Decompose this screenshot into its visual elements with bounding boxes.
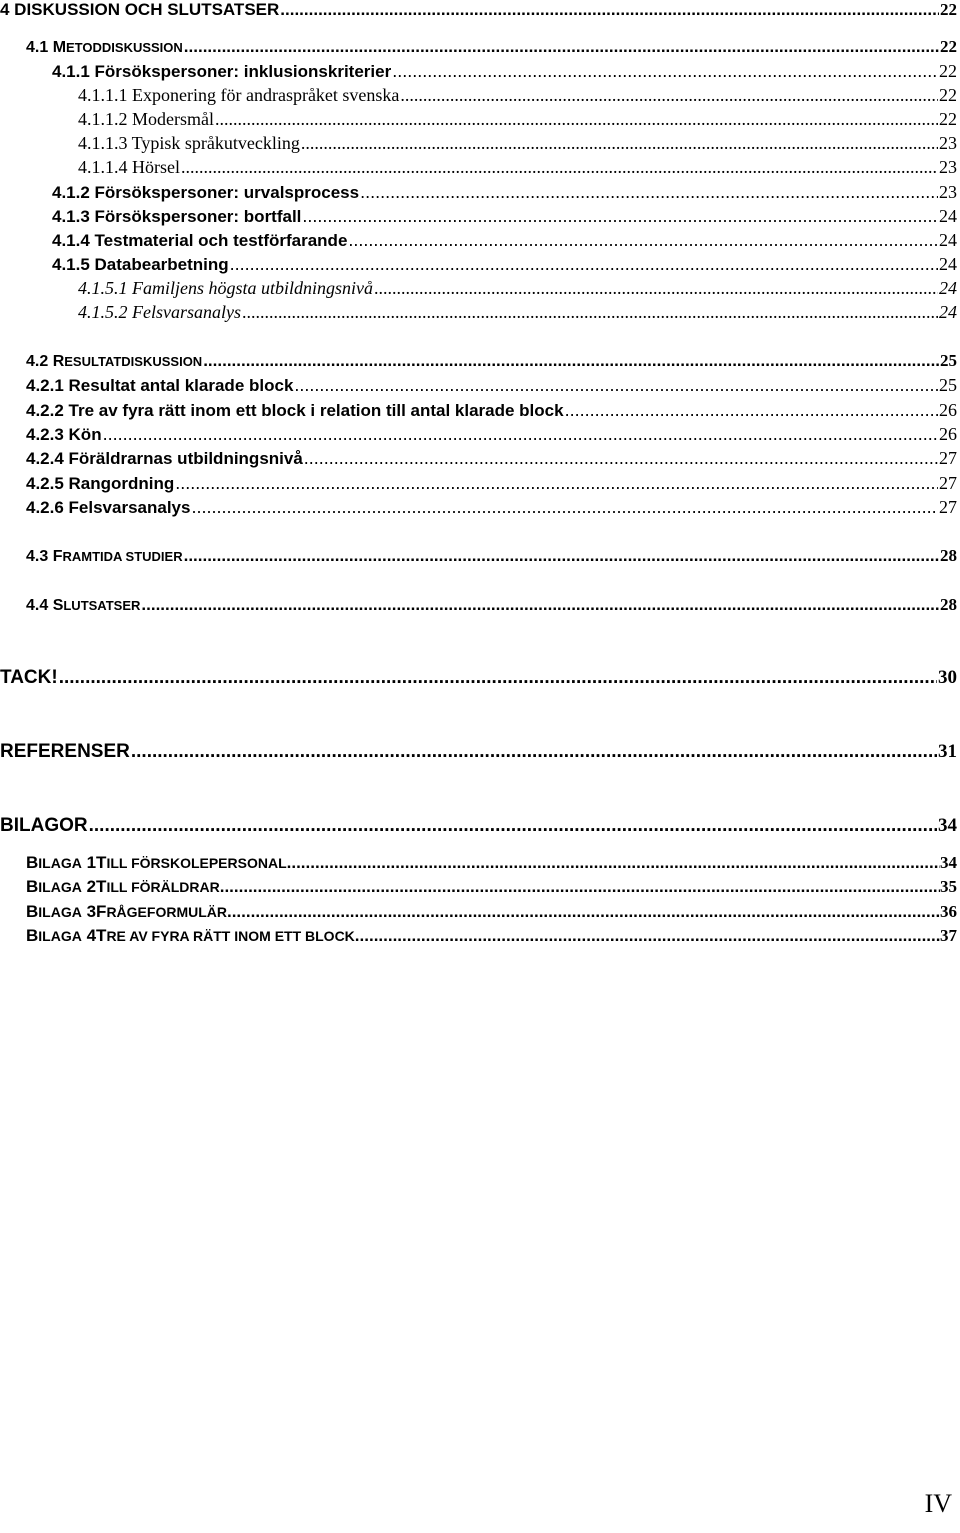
- appendix-number: BILAGA 1: [26, 853, 97, 872]
- toc-entry-4-2-5[interactable]: [26, 473, 957, 494]
- toc-leader: [184, 546, 939, 566]
- appendix-number: BILAGA 3: [26, 902, 97, 921]
- toc-appendix-1[interactable]: [26, 853, 957, 873]
- toc-page-number: 23: [939, 133, 957, 153]
- toc-page-number: 22: [939, 61, 957, 81]
- toc-entry-label: 4.2.6 Felsvarsanalys: [26, 498, 191, 517]
- toc-entry-referenser[interactable]: [0, 741, 957, 763]
- toc-entry-4-3[interactable]: [26, 546, 957, 566]
- toc-entry-label: 4.2.4 Föräldrarnas utbildningsnivå: [26, 449, 303, 468]
- toc-entry-4-2-2[interactable]: [26, 400, 957, 421]
- toc-leader: [141, 595, 939, 615]
- appendix-number: BILAGA 2: [26, 877, 97, 896]
- toc-entry-4-1-1-4[interactable]: [78, 157, 957, 178]
- toc-entry-label: 4.1.1 Försökspersoner: inklusionskriterier: [52, 62, 392, 81]
- toc-page-number: 23: [939, 157, 957, 177]
- toc-entry-label: 4.1.4 Testmaterial och testförfarande: [52, 231, 348, 250]
- toc-entry-4-2-4[interactable]: [26, 448, 957, 469]
- toc-entry-4-1-5[interactable]: [52, 254, 957, 275]
- toc-leader: [360, 182, 938, 203]
- toc-appendix-3[interactable]: [26, 902, 957, 922]
- toc-leader: [181, 157, 938, 178]
- toc-entry-label: 4.1.1.4 Hörsel: [78, 157, 180, 177]
- toc-page-number: 23: [939, 182, 957, 202]
- toc-page-number: 34: [938, 815, 957, 836]
- toc-leader: [304, 448, 938, 469]
- toc-entry-chapter-4[interactable]: [0, 0, 957, 20]
- toc-entry-4-1-1-2[interactable]: [78, 109, 957, 130]
- toc-appendix-2[interactable]: [26, 877, 957, 897]
- toc-entry-4-1-4[interactable]: [52, 230, 957, 251]
- toc-leader: [215, 109, 938, 130]
- toc-entry-4-2-1[interactable]: [26, 375, 957, 396]
- toc-leader: [355, 926, 940, 946]
- toc-entry-label: 4.2.5 Rangordning: [26, 474, 175, 493]
- toc-entry-4-2-6[interactable]: [26, 497, 957, 518]
- toc-leader: [294, 375, 938, 396]
- toc-page-number: 34: [940, 853, 957, 872]
- toc-entry-tack[interactable]: [0, 667, 957, 689]
- toc-page-number: 24: [939, 278, 957, 298]
- toc-appendix-4[interactable]: [26, 926, 957, 946]
- toc-page-number: 26: [939, 400, 957, 420]
- toc-leader: [131, 741, 937, 763]
- toc-leader: [227, 902, 940, 922]
- toc-leader: [280, 0, 939, 20]
- toc-entry-label: 4.1.3 Försökspersoner: bortfall: [52, 207, 302, 226]
- toc-leader: [348, 230, 938, 251]
- toc-entry-label: 4.1.2 Försökspersoner: urvalsprocess: [52, 183, 360, 202]
- toc-entry-4-1-5-1[interactable]: [78, 278, 957, 299]
- toc-entry-label: BILAGOR: [0, 815, 88, 836]
- appendix-title: TILL FÖRSKOLEPERSONAL: [96, 853, 287, 872]
- toc-entry-4-1[interactable]: [26, 37, 957, 57]
- toc-leader: [392, 61, 938, 82]
- appendix-title: FRÅGEFORMULÄR: [96, 902, 227, 921]
- toc-page-number: 36: [940, 902, 957, 921]
- toc-page-number: 27: [939, 497, 957, 517]
- toc-leader: [302, 206, 938, 227]
- toc-page-number: 22: [940, 0, 957, 19]
- toc-entry-label: 4.1.1.2 Modersmål: [78, 109, 214, 129]
- toc-leader: [175, 473, 938, 494]
- toc-page-number: 28: [940, 546, 957, 565]
- toc-entry-label: 4.1.5.1 Familjens högsta utbildningsnivå: [78, 278, 373, 298]
- toc-entry-4-1-1[interactable]: [52, 61, 957, 82]
- toc-entry-label: 4.1.5.2 Felsvarsanalys: [78, 302, 241, 322]
- toc-leader: [301, 133, 938, 154]
- toc-entry-bilagor[interactable]: [0, 815, 957, 837]
- toc-entry-label: 4.1.1.3 Typisk språkutveckling: [78, 133, 300, 153]
- toc-entry-4-2-3[interactable]: [26, 424, 957, 445]
- toc-page-number: 27: [939, 473, 957, 493]
- toc-page-number: 22: [940, 37, 957, 56]
- toc-page-number: 26: [939, 424, 957, 444]
- toc-entry-label: 4.2.2 Tre av fyra rätt inom ett block i relation till antal klarade block: [26, 401, 564, 420]
- toc-page-number: 37: [940, 926, 957, 945]
- toc-page-number: 35: [940, 877, 957, 896]
- toc-entry-label: 4 DISKUSSION OCH SLUTSATSER: [0, 0, 280, 19]
- toc-leader: [230, 254, 938, 275]
- toc-entry-4-4[interactable]: [26, 595, 957, 615]
- toc-entry-label: 4.2.1 Resultat antal klarade block: [26, 376, 294, 395]
- toc-entry-4-1-1-1[interactable]: [78, 85, 957, 106]
- toc-entry-label: 4.2 RESULTATDISKUSSION: [26, 353, 203, 370]
- toc-page-number: 24: [939, 302, 957, 322]
- toc-page-number: 24: [939, 230, 957, 250]
- toc-entry-label: 4.1 METODDISKUSSION: [26, 39, 183, 56]
- toc-entry-4-2[interactable]: [26, 351, 957, 371]
- toc-entry-4-1-5-2[interactable]: [78, 302, 957, 323]
- toc-leader: [400, 85, 938, 106]
- toc-entry-label: REFERENSER: [0, 741, 130, 762]
- toc-entry-4-1-1-3[interactable]: [78, 133, 957, 154]
- toc-leader: [184, 37, 939, 57]
- toc-leader: [220, 877, 940, 897]
- toc-entry-label: TACK!: [0, 667, 58, 688]
- toc-leader: [242, 302, 938, 323]
- toc-page-number: 28: [940, 595, 957, 614]
- toc-entry-label: 4.1.5 Databearbetning: [52, 255, 229, 274]
- page-number: IV: [924, 1489, 952, 1518]
- toc-leader: [59, 667, 937, 689]
- toc-entry-4-1-3[interactable]: [52, 206, 957, 227]
- toc-page-number: 27: [939, 448, 957, 468]
- toc-page-number: 22: [939, 85, 957, 105]
- toc-page-number: 25: [939, 375, 957, 395]
- appendix-number: BILAGA 4: [26, 926, 97, 945]
- toc-page-number: 25: [940, 351, 957, 370]
- toc-page-number: 22: [939, 109, 957, 129]
- toc-leader: [287, 853, 940, 873]
- toc-leader: [103, 424, 938, 445]
- appendix-title: TILL FÖRÄLDRAR: [96, 877, 220, 896]
- toc-leader: [203, 351, 939, 371]
- toc-page-number: 31: [938, 741, 957, 762]
- toc-page-number: 24: [939, 206, 957, 226]
- toc-leader: [565, 400, 938, 421]
- toc-page-number: 24: [939, 254, 957, 274]
- toc-leader: [89, 815, 937, 837]
- appendix-title: TRE AV FYRA RÄTT INOM ETT BLOCK: [96, 926, 355, 945]
- toc-entry-label: 4.4 SLUTSATSER: [26, 597, 141, 614]
- toc-entry-label: 4.2.3 Kön: [26, 425, 102, 444]
- toc-leader: [191, 497, 938, 518]
- toc-leader: [374, 278, 938, 299]
- toc-page-number: 30: [938, 667, 957, 688]
- toc-entry-4-1-2[interactable]: [52, 182, 957, 203]
- toc-entry-label: 4.1.1.1 Exponering för andraspråket svenska: [78, 85, 400, 105]
- toc-entry-label: 4.3 FRAMTIDA STUDIER: [26, 548, 183, 565]
